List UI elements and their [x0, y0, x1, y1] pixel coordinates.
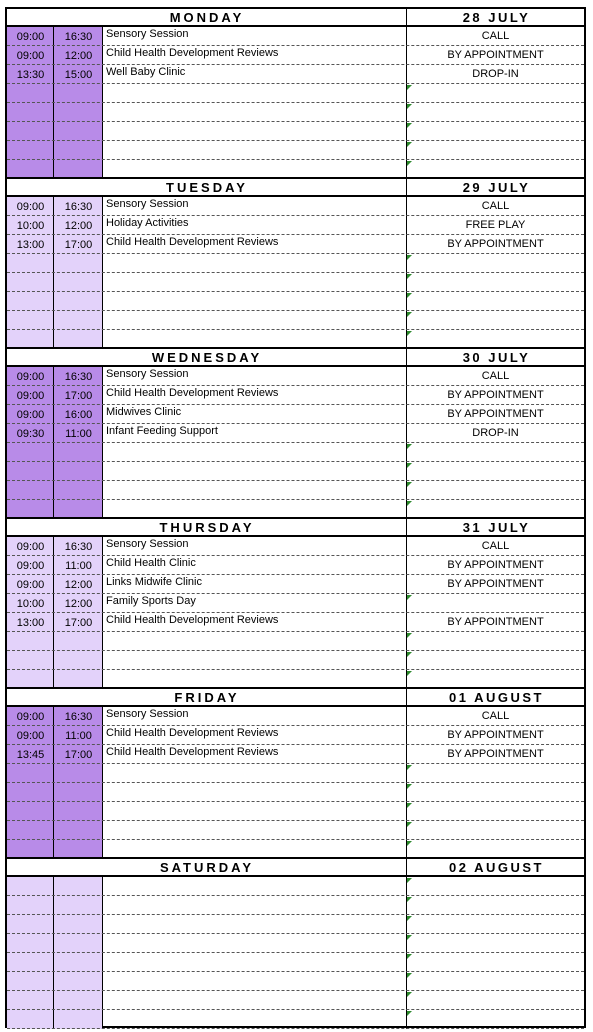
schedule-row[interactable]	[7, 537, 584, 556]
day-header	[7, 689, 584, 707]
start-time: 13:00	[16, 617, 45, 629]
comment-flag-icon	[407, 123, 412, 128]
schedule-row[interactable]	[7, 386, 584, 405]
booking-note: DROP-IN	[472, 427, 519, 439]
comment-flag-icon	[407, 916, 412, 921]
day-block	[7, 179, 584, 349]
comment-flag-icon	[407, 803, 412, 808]
booking-note: CALL	[481, 30, 510, 42]
schedule-row[interactable]	[7, 462, 584, 481]
start-time: 09:00	[16, 371, 45, 383]
schedule-row[interactable]	[7, 65, 584, 84]
start-time: 09:00	[16, 201, 45, 213]
activity-name: Child Health Development Reviews	[106, 236, 279, 248]
schedule-row[interactable]	[7, 934, 584, 953]
comment-flag-icon	[407, 784, 412, 789]
end-time: 11:00	[65, 428, 92, 440]
schedule-row[interactable]	[7, 821, 584, 840]
comment-flag-icon	[407, 954, 412, 959]
comment-flag-icon	[407, 897, 412, 902]
schedule-row[interactable]	[7, 991, 584, 1010]
start-time: 09:00	[16, 409, 45, 421]
schedule-row[interactable]	[7, 651, 584, 670]
schedule-row[interactable]	[7, 783, 584, 802]
day-header	[7, 349, 584, 367]
day-date: 01 AUGUST	[449, 690, 544, 705]
schedule-row[interactable]	[7, 613, 584, 632]
booking-note: DROP-IN	[472, 68, 519, 80]
activity-name: Sensory Session	[106, 198, 189, 210]
booking-note: CALL	[481, 200, 510, 212]
start-time: 10:00	[16, 220, 45, 232]
start-time: 09:00	[16, 579, 45, 591]
day-date: 02 AUGUST	[449, 860, 544, 875]
schedule-row[interactable]	[7, 46, 584, 65]
booking-note: BY APPOINTMENT	[447, 389, 544, 401]
comment-flag-icon	[407, 463, 412, 468]
schedule-row[interactable]	[7, 405, 584, 424]
schedule-row[interactable]	[7, 575, 584, 594]
start-time: 09:00	[16, 730, 45, 742]
end-time: 11:00	[65, 730, 92, 742]
booking-note: FREE PLAY	[465, 219, 526, 231]
activity-name: Child Health Development Reviews	[106, 387, 279, 399]
booking-note: BY APPOINTMENT	[447, 238, 544, 250]
schedule-row[interactable]	[7, 632, 584, 651]
schedule-row[interactable]	[7, 216, 584, 235]
comment-flag-icon	[407, 312, 412, 317]
end-time: 16:30	[64, 201, 93, 213]
schedule-row[interactable]	[7, 424, 584, 443]
schedule-row[interactable]	[7, 764, 584, 783]
comment-flag-icon	[407, 595, 412, 600]
activity-name: Sensory Session	[106, 368, 189, 380]
schedule-row[interactable]	[7, 877, 584, 896]
start-time: 13:45	[16, 749, 45, 761]
schedule-row[interactable]	[7, 367, 584, 386]
day-header	[7, 859, 584, 877]
comment-flag-icon	[407, 633, 412, 638]
comment-flag-icon	[407, 501, 412, 506]
start-time: 09:30	[16, 428, 45, 440]
day-body	[7, 367, 584, 519]
end-time: 11:00	[65, 560, 92, 572]
day-header	[7, 9, 584, 27]
day-name: TUESDAY	[166, 180, 248, 195]
day-date: 31 JULY	[462, 520, 531, 535]
booking-note: CALL	[481, 710, 510, 722]
activity-name: Sensory Session	[106, 708, 189, 720]
booking-note: CALL	[481, 540, 510, 552]
day-body	[7, 197, 584, 349]
day-body	[7, 537, 584, 689]
end-time: 12:00	[64, 50, 93, 62]
day-name: FRIDAY	[174, 690, 240, 705]
comment-flag-icon	[407, 161, 412, 166]
day-block	[7, 519, 584, 689]
header-divider	[406, 519, 407, 537]
booking-note: BY APPOINTMENT	[447, 559, 544, 571]
schedule-row[interactable]	[7, 27, 584, 46]
schedule-row[interactable]	[7, 953, 584, 972]
start-time: 09:00	[16, 390, 45, 402]
activity-name: Sensory Session	[106, 538, 189, 550]
comment-flag-icon	[407, 841, 412, 846]
booking-note: BY APPOINTMENT	[447, 616, 544, 628]
day-body	[7, 877, 584, 1029]
end-time: 16:30	[64, 711, 93, 723]
schedule-row[interactable]	[7, 443, 584, 462]
day-block	[7, 9, 584, 179]
schedule-row[interactable]	[7, 273, 584, 292]
end-time: 15:00	[64, 69, 93, 81]
schedule-row[interactable]	[7, 122, 584, 141]
end-time: 16:30	[64, 371, 93, 383]
activity-name: Family Sports Day	[106, 595, 196, 607]
schedule-row[interactable]	[7, 254, 584, 273]
schedule-row[interactable]	[7, 745, 584, 764]
booking-note: BY APPOINTMENT	[447, 49, 544, 61]
start-time: 09:00	[16, 541, 45, 553]
activity-name: Sensory Session	[106, 28, 189, 40]
comment-flag-icon	[407, 973, 412, 978]
end-time: 12:00	[64, 598, 93, 610]
day-date: 30 JULY	[462, 350, 531, 365]
activity-name: Child Health Development Reviews	[106, 727, 279, 739]
comment-flag-icon	[407, 1011, 412, 1016]
schedule-row[interactable]	[7, 802, 584, 821]
activity-name: Child Health Development Reviews	[106, 746, 279, 758]
header-divider	[406, 349, 407, 367]
start-time: 13:30	[16, 69, 45, 81]
comment-flag-icon	[407, 482, 412, 487]
schedule-row[interactable]	[7, 235, 584, 254]
start-time: 09:00	[16, 50, 45, 62]
comment-flag-icon	[407, 822, 412, 827]
start-time: 09:00	[16, 560, 45, 572]
schedule-row[interactable]	[7, 292, 584, 311]
header-divider	[406, 689, 407, 707]
day-block	[7, 689, 584, 859]
end-time: 17:00	[64, 617, 93, 629]
schedule-row[interactable]	[7, 726, 584, 745]
day-name: WEDNESDAY	[151, 350, 263, 365]
activity-name: Well Baby Clinic	[106, 66, 186, 78]
activity-name: Holiday Activities	[106, 217, 189, 229]
schedule-row[interactable]	[7, 311, 584, 330]
day-body	[7, 27, 584, 179]
schedule-row[interactable]	[7, 1010, 584, 1029]
comment-flag-icon	[407, 992, 412, 997]
day-block	[7, 859, 584, 1029]
day-name: THURSDAY	[159, 520, 255, 535]
start-time: 09:00	[16, 711, 45, 723]
start-time: 09:00	[16, 31, 45, 43]
day-body	[7, 707, 584, 859]
day-block	[7, 349, 584, 519]
comment-flag-icon	[407, 274, 412, 279]
end-time: 17:00	[64, 390, 93, 402]
schedule-row[interactable]	[7, 197, 584, 216]
start-time: 13:00	[16, 239, 45, 251]
header-divider	[406, 859, 407, 877]
comment-flag-icon	[407, 671, 412, 676]
activity-name: Links Midwife Clinic	[106, 576, 202, 588]
comment-flag-icon	[407, 444, 412, 449]
booking-note: BY APPOINTMENT	[447, 408, 544, 420]
day-date: 29 JULY	[462, 180, 531, 195]
end-time: 16:30	[64, 541, 93, 553]
start-time: 10:00	[16, 598, 45, 610]
end-time: 12:00	[64, 579, 93, 591]
schedule-row[interactable]	[7, 103, 584, 122]
end-time: 16:30	[64, 31, 93, 43]
schedule-row[interactable]	[7, 481, 584, 500]
day-name: MONDAY	[169, 10, 245, 25]
schedule-row[interactable]	[7, 915, 584, 934]
activity-name: Midwives Clinic	[106, 406, 182, 418]
comment-flag-icon	[407, 85, 412, 90]
comment-flag-icon	[407, 765, 412, 770]
day-date: 28 JULY	[462, 10, 531, 25]
end-time: 17:00	[64, 239, 93, 251]
booking-note: CALL	[481, 370, 510, 382]
schedule-row[interactable]	[7, 896, 584, 915]
comment-flag-icon	[407, 293, 412, 298]
schedule-row[interactable]	[7, 972, 584, 991]
day-header	[7, 519, 584, 537]
schedule-row[interactable]	[7, 556, 584, 575]
comment-flag-icon	[407, 331, 412, 336]
comment-flag-icon	[407, 878, 412, 883]
booking-note: BY APPOINTMENT	[447, 578, 544, 590]
activity-name: Child Health Development Reviews	[106, 614, 279, 626]
day-name: SATURDAY	[159, 860, 255, 875]
comment-flag-icon	[407, 652, 412, 657]
booking-note: BY APPOINTMENT	[447, 748, 544, 760]
schedule-row[interactable]	[7, 141, 584, 160]
end-time: 16:00	[64, 409, 93, 421]
header-divider	[406, 179, 407, 197]
activity-name: Child Health Clinic	[106, 557, 196, 569]
end-time: 12:00	[64, 220, 93, 232]
activity-name: Infant Feeding Support	[106, 425, 218, 437]
comment-flag-icon	[407, 255, 412, 260]
comment-flag-icon	[407, 104, 412, 109]
header-divider	[406, 9, 407, 27]
schedule-row[interactable]	[7, 84, 584, 103]
booking-note: BY APPOINTMENT	[447, 729, 544, 741]
schedule-row[interactable]	[7, 594, 584, 613]
end-time: 17:00	[64, 749, 93, 761]
day-header	[7, 179, 584, 197]
schedule-row[interactable]	[7, 707, 584, 726]
weekly-schedule-sheet	[5, 7, 586, 1028]
comment-flag-icon	[407, 142, 412, 147]
activity-name: Child Health Development Reviews	[106, 47, 279, 59]
comment-flag-icon	[407, 935, 412, 940]
